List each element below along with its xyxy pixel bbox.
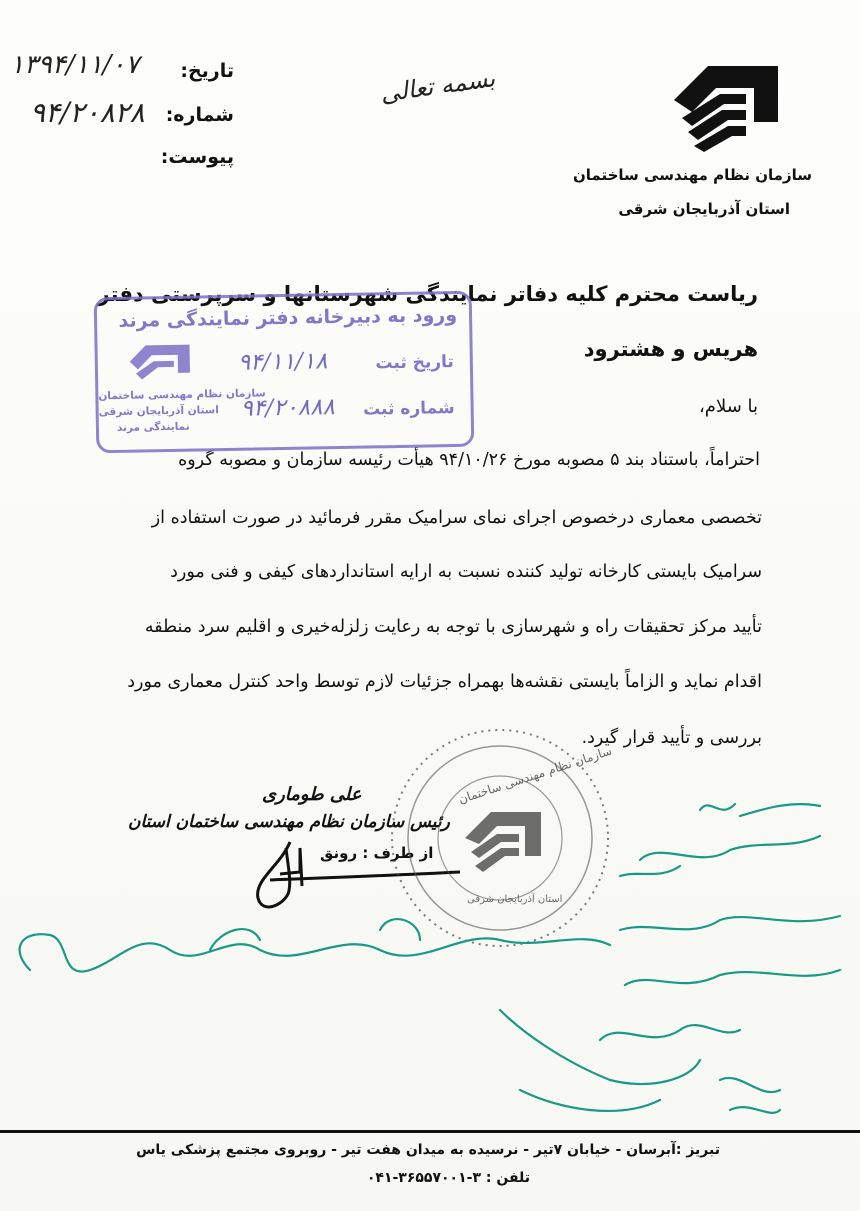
received-stamp-date-label: تاریخ ثبت [375, 352, 455, 374]
number-value: ۹۴/۲۰۸۲۸ [30, 96, 145, 129]
greeting: با سلام، [699, 396, 758, 417]
received-stamp-number-value: ۹۴/۲۰۸۸۸ [240, 394, 336, 422]
seal-org-name: سازمان نظام مهندسی ساختمان [456, 743, 614, 807]
organization-logo [668, 60, 784, 156]
attachment-label: پیوست: [160, 146, 234, 168]
received-stamp-number-label: شماره ثبت [362, 398, 455, 420]
signatory-title: رئیس سازمان نظام مهندسی ساختمان استان [128, 812, 450, 832]
date-label: تاریخ: [180, 60, 234, 82]
body-line-6: بررسی و تأیید قرار گیرد. [581, 728, 762, 748]
number-label: شماره: [165, 104, 234, 126]
handwritten-annotation [0, 780, 860, 1130]
signature-subtext: از طرف : رونق [320, 844, 434, 862]
body-line-5: اقدام نماید و الزاماً بایستی نقشه‌ها بهمراه جزئیات لازم توسط واحد کنترل معماری مورد [127, 672, 762, 692]
received-stamp-org-line-1: سازمان نظام مهندسی ساختمان [98, 387, 266, 403]
body-line-4: تأیید مرکز تحقیقات راه و شهرسازی با توجه به رعایت زلزله‌خیری و اقلیم سرد منطقه [144, 617, 762, 637]
addressee-line-1: ریاست محترم کلیه دفاتر نمایندگی شهرستانها و سرپرستی دفتر [97, 282, 758, 306]
body-line-1: احتراماً، باستناد بند ۵ مصوبه مورخ ۹۴/۱۰/۲۶ هیأت رئیسه سازمان و مصوبه گروه [178, 450, 760, 470]
footer-phone: تلفن : ۳-۳۶۵۵۷۰۰۱-۰۴۱ [366, 1170, 530, 1186]
received-stamp-org-line-3: نمایندگی مرند [116, 420, 190, 434]
bismillah: بسمه تعالی [378, 64, 497, 108]
footer-divider [0, 1130, 860, 1133]
signatory-name: علی طوماری [262, 784, 362, 805]
organization-province: استان آذربایجان شرقی [618, 200, 790, 218]
received-stamp [94, 291, 475, 454]
body-line-3: سرامیک بایستی کارخانه تولید کننده نسبت به ارایه استانداردهای کیفی و فنی مورد [170, 562, 762, 582]
footer-address: تبریز :آبرسان - خیابان ۷تیر - نرسیده به میدان هفت تیر - روبروی مجتمع پزشکی یاس [136, 1142, 720, 1158]
addressee-line-2: هریس و هشترود [583, 337, 758, 361]
date-value: ۱۳۹۴/۱۱/۰۷ [10, 50, 140, 80]
received-stamp-title: ورود به دبیرخانه دفتر نمایندگی مرند [118, 303, 458, 332]
stamp-logo-icon [127, 343, 192, 384]
organization-name: سازمان نظام مهندسی ساختمان [573, 166, 812, 184]
received-stamp-date-value: ۹۴/۱۱/۱۸ [237, 348, 328, 376]
seal-province: استان آذربایجان شرقی [467, 894, 563, 905]
received-stamp-org-line-2: استان آذربایجان شرقی [98, 404, 219, 419]
body-line-2: تخصصی معماری درخصوص اجرای نمای سرامیک مقرر فرمائید در صورت استفاده از [151, 508, 762, 528]
